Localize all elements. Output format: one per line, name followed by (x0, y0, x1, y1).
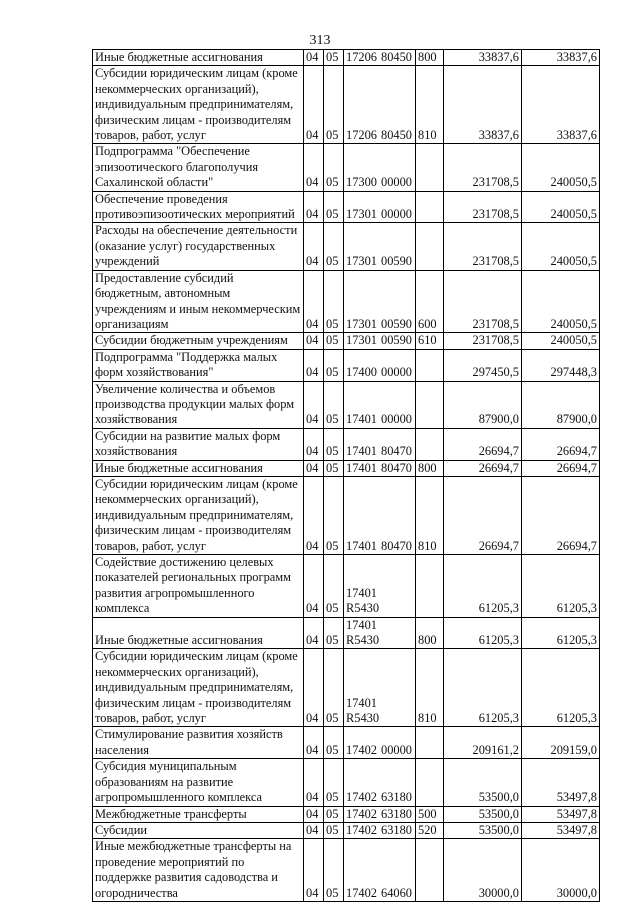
row-pr-cell: 05 (324, 839, 344, 902)
row-csr-part-2: 00000 (381, 742, 412, 757)
row-name-cell: Подпрограмма "Обеспечение эпизоотического благополучия Сахалинской области" (93, 144, 304, 191)
row-vr-cell (416, 144, 444, 191)
row-value-1-cell: 87900,0 (444, 381, 522, 428)
row-csr-part-2: 80470 (381, 444, 412, 459)
row-name-cell: Расходы на обеспечение деятельности (оказание услуг) государственных учреждений (93, 223, 304, 270)
row-csr-part-2: 00590 (381, 254, 412, 269)
row-rz-cell: 04 (304, 333, 324, 349)
row-csr-cell (344, 727, 416, 759)
row-pr-cell: 05 (324, 381, 344, 428)
row-csr-part-1: 17400 (346, 365, 377, 380)
row-csr-part-2: 80470 (381, 460, 412, 475)
row-pr-cell: 05 (324, 476, 344, 554)
row-pr-cell: 05 (324, 50, 344, 66)
row-value-1-cell: 209161,2 (444, 727, 522, 759)
row-value-2-cell: 240050,5 (522, 191, 600, 223)
row-pr-cell: 05 (324, 822, 344, 838)
row-value-2-cell: 61205,3 (522, 555, 600, 618)
row-csr-part-2: 63180 (381, 822, 412, 837)
row-csr-part-1: 17401 (346, 585, 377, 600)
row-csr-part-2: 00000 (381, 207, 412, 222)
row-value-1-cell: 61205,3 (444, 555, 522, 618)
row-pr-cell: 05 (324, 144, 344, 191)
row-csr-cell (344, 759, 416, 806)
row-csr-cell (344, 381, 416, 428)
row-pr-cell: 05 (324, 270, 344, 333)
row-value-1-cell: 61205,3 (444, 617, 522, 649)
row-value-2-cell: 61205,3 (522, 617, 600, 649)
row-csr-part-2: 00590 (381, 316, 412, 331)
table-row (93, 223, 600, 270)
row-value-2-cell: 26694,7 (522, 460, 600, 476)
row-pr-cell: 05 (324, 555, 344, 618)
row-vr-cell (416, 349, 444, 381)
row-value-2-cell: 26694,7 (522, 476, 600, 554)
row-pr-cell: 05 (324, 66, 344, 144)
row-rz-cell: 04 (304, 759, 324, 806)
row-value-1-cell: 26694,7 (444, 476, 522, 554)
row-rz-cell: 04 (304, 727, 324, 759)
row-value-2-cell: 240050,5 (522, 144, 600, 191)
row-vr-cell: 610 (416, 333, 444, 349)
row-name-cell: Стимулирование развития хозяйств населения (93, 727, 304, 759)
row-pr-cell: 05 (324, 617, 344, 649)
row-value-1-cell: 231708,5 (444, 223, 522, 270)
row-csr-part-1: 17402 (346, 885, 377, 900)
row-csr-part-1: 17206 (346, 128, 377, 143)
row-rz-cell: 04 (304, 349, 324, 381)
row-pr-cell: 05 (324, 191, 344, 223)
row-value-2-cell: 26694,7 (522, 428, 600, 460)
row-csr-cell (344, 428, 416, 460)
row-rz-cell: 04 (304, 476, 324, 554)
row-vr-cell: 800 (416, 617, 444, 649)
row-csr-cell (344, 144, 416, 191)
row-csr-part-1: 17401 (346, 617, 377, 632)
row-value-2-cell: 209159,0 (522, 727, 600, 759)
row-csr-part-2: 00590 (381, 333, 412, 348)
row-vr-cell: 800 (416, 460, 444, 476)
row-value-2-cell: 87900,0 (522, 381, 600, 428)
row-rz-cell: 04 (304, 66, 324, 144)
row-rz-cell: 04 (304, 822, 324, 838)
row-csr-part-1: 17401 (346, 695, 377, 710)
row-pr-cell: 05 (324, 428, 344, 460)
row-csr-part-2: 80470 (381, 538, 412, 553)
row-value-1-cell: 26694,7 (444, 460, 522, 476)
row-value-1-cell: 53500,0 (444, 822, 522, 838)
row-value-1-cell: 26694,7 (444, 428, 522, 460)
table-row (93, 66, 600, 144)
row-csr-part-1: 17301 (346, 254, 377, 269)
row-csr-part-2: 63180 (381, 790, 412, 805)
row-name-cell: Иные бюджетные ассигнования (93, 460, 304, 476)
row-rz-cell: 04 (304, 191, 324, 223)
row-rz-cell: 04 (304, 144, 324, 191)
row-name-cell: Субсидия муниципальным образованиям на развитие агропромышленного комплекса (93, 759, 304, 806)
row-name-cell: Обеспечение проведения противоэпизоотических мероприятий (93, 191, 304, 223)
row-name-cell: Увеличение количества и объемов производства продукции малых форм хозяйствования (93, 381, 304, 428)
row-rz-cell: 04 (304, 555, 324, 618)
table-row (93, 349, 600, 381)
row-csr-part-1: 17401 (346, 538, 377, 553)
row-value-1-cell: 33837,6 (444, 66, 522, 144)
row-name-cell: Иные бюджетные ассигнования (93, 50, 304, 66)
row-csr-cell (344, 50, 416, 66)
row-value-1-cell: 53500,0 (444, 759, 522, 806)
row-value-2-cell: 53497,8 (522, 806, 600, 822)
table-row (93, 50, 600, 66)
row-name-cell: Субсидии на развитие малых форм хозяйствования (93, 428, 304, 460)
row-csr-part-1: 17300 (346, 175, 377, 190)
row-rz-cell: 04 (304, 839, 324, 902)
row-csr-cell (344, 349, 416, 381)
row-csr-cell (344, 806, 416, 822)
row-name-cell: Субсидии юридическим лицам (кроме некоммерческих организаций), индивидуальным предпринимателям, физическим лицам - производителям товаров, работ, услуг (93, 66, 304, 144)
row-vr-cell (416, 727, 444, 759)
row-rz-cell: 04 (304, 617, 324, 649)
row-pr-cell: 05 (324, 649, 344, 727)
row-csr-part-1: 17402 (346, 822, 377, 837)
row-rz-cell: 04 (304, 270, 324, 333)
row-csr-cell (344, 191, 416, 223)
row-csr-part-1: 17401 (346, 460, 377, 475)
row-name-cell: Межбюджетные трансферты (93, 806, 304, 822)
table-row (93, 822, 600, 838)
row-value-2-cell: 33837,6 (522, 50, 600, 66)
row-rz-cell: 04 (304, 649, 324, 727)
row-value-2-cell: 61205,3 (522, 649, 600, 727)
row-name-cell: Иные межбюджетные трансферты на проведение мероприятий по поддержке развития садоводства и огородничества (93, 839, 304, 902)
row-rz-cell: 04 (304, 806, 324, 822)
row-csr-part-1: 17206 (346, 50, 377, 64)
row-vr-cell (416, 759, 444, 806)
row-rz-cell: 04 (304, 381, 324, 428)
row-value-1-cell: 231708,5 (444, 144, 522, 191)
row-value-1-cell: 231708,5 (444, 270, 522, 333)
row-pr-cell: 05 (324, 759, 344, 806)
table-row (93, 555, 600, 618)
row-vr-cell (416, 381, 444, 428)
row-csr-part-2: R5430 (346, 601, 380, 616)
row-csr-cell (344, 333, 416, 349)
row-name-cell: Субсидии бюджетным учреждениям (93, 333, 304, 349)
budget-table-body (93, 50, 600, 902)
row-pr-cell: 05 (324, 223, 344, 270)
budget-table (92, 49, 600, 902)
row-csr-part-1: 17301 (346, 333, 377, 348)
row-value-2-cell: 33837,6 (522, 66, 600, 144)
page-number: 313 (309, 33, 331, 48)
row-vr-cell: 810 (416, 476, 444, 554)
row-csr-cell (344, 270, 416, 333)
row-vr-cell (416, 555, 444, 618)
row-value-2-cell: 240050,5 (522, 223, 600, 270)
row-pr-cell: 05 (324, 727, 344, 759)
row-rz-cell: 04 (304, 460, 324, 476)
row-csr-part-2: R5430 (346, 711, 380, 726)
row-name-cell: Содействие достижению целевых показателей региональных программ развития агропромышленного комплекса (93, 555, 304, 618)
row-value-2-cell: 240050,5 (522, 333, 600, 349)
row-pr-cell: 05 (324, 460, 344, 476)
row-csr-cell (344, 66, 416, 144)
table-row (93, 806, 600, 822)
table-row (93, 460, 600, 476)
row-name-cell: Подпрограмма "Поддержка малых форм хозяйствования" (93, 349, 304, 381)
row-csr-cell (344, 555, 416, 618)
row-vr-cell: 520 (416, 822, 444, 838)
row-value-2-cell: 53497,8 (522, 759, 600, 806)
table-row (93, 144, 600, 191)
row-vr-cell: 600 (416, 270, 444, 333)
row-vr-cell: 500 (416, 806, 444, 822)
table-row (93, 476, 600, 554)
row-csr-part-2: 80450 (381, 50, 412, 64)
row-csr-cell (344, 822, 416, 838)
row-csr-part-1: 17402 (346, 806, 377, 821)
row-csr-part-2: 63180 (381, 806, 412, 821)
row-value-1-cell: 231708,5 (444, 191, 522, 223)
row-csr-cell (344, 460, 416, 476)
table-row (93, 839, 600, 902)
row-value-2-cell: 30000,0 (522, 839, 600, 902)
row-rz-cell: 04 (304, 223, 324, 270)
row-csr-part-1: 17401 (346, 412, 377, 427)
row-csr-part-2: R5430 (346, 633, 380, 648)
row-value-1-cell: 53500,0 (444, 806, 522, 822)
row-vr-cell (416, 223, 444, 270)
table-row (93, 333, 600, 349)
row-pr-cell: 05 (324, 349, 344, 381)
row-rz-cell: 04 (304, 428, 324, 460)
row-name-cell: Предоставление субсидий бюджетным, автономным учреждениям и иным некоммерческим организациям (93, 270, 304, 333)
row-name-cell: Субсидии юридическим лицам (кроме некоммерческих организаций), индивидуальным предпринимателям, физическим лицам - производителям товаров, работ, услуг (93, 649, 304, 727)
row-csr-cell (344, 649, 416, 727)
row-csr-part-2: 64060 (381, 885, 412, 900)
row-pr-cell: 05 (324, 333, 344, 349)
table-row (93, 649, 600, 727)
table-row (93, 759, 600, 806)
row-vr-cell: 810 (416, 66, 444, 144)
row-pr-cell: 05 (324, 806, 344, 822)
row-name-cell: Субсидии юридическим лицам (кроме некоммерческих организаций), индивидуальным предпринимателям, физическим лицам - производителям товаров, работ, услуг (93, 476, 304, 554)
row-rz-cell: 04 (304, 50, 324, 66)
table-row (93, 617, 600, 649)
row-value-1-cell: 30000,0 (444, 839, 522, 902)
row-csr-part-1: 17402 (346, 742, 377, 757)
row-csr-cell (344, 617, 416, 649)
row-csr-cell (344, 223, 416, 270)
row-value-2-cell: 240050,5 (522, 270, 600, 333)
row-vr-cell: 810 (416, 649, 444, 727)
row-csr-part-2: 00000 (381, 412, 412, 427)
table-row (93, 191, 600, 223)
row-csr-part-2: 80450 (381, 128, 412, 143)
table-row (93, 270, 600, 333)
row-value-1-cell: 33837,6 (444, 50, 522, 66)
row-csr-part-2: 00000 (381, 175, 412, 190)
row-value-2-cell: 297448,3 (522, 349, 600, 381)
row-vr-cell: 800 (416, 50, 444, 66)
row-name-cell: Иные бюджетные ассигнования (93, 617, 304, 649)
row-vr-cell (416, 428, 444, 460)
row-value-1-cell: 231708,5 (444, 333, 522, 349)
row-value-1-cell: 297450,5 (444, 349, 522, 381)
table-row (93, 381, 600, 428)
row-value-2-cell: 53497,8 (522, 822, 600, 838)
table-row (93, 727, 600, 759)
row-csr-part-2: 00000 (381, 365, 412, 380)
row-value-1-cell: 61205,3 (444, 649, 522, 727)
table-row (93, 428, 600, 460)
row-csr-cell (344, 476, 416, 554)
row-vr-cell (416, 839, 444, 902)
row-csr-part-1: 17401 (346, 444, 377, 459)
row-csr-cell (344, 839, 416, 902)
row-csr-part-1: 17301 (346, 207, 377, 222)
row-name-cell: Субсидии (93, 822, 304, 838)
row-vr-cell (416, 191, 444, 223)
row-csr-part-1: 17301 (346, 316, 377, 331)
row-csr-part-1: 17402 (346, 790, 377, 805)
